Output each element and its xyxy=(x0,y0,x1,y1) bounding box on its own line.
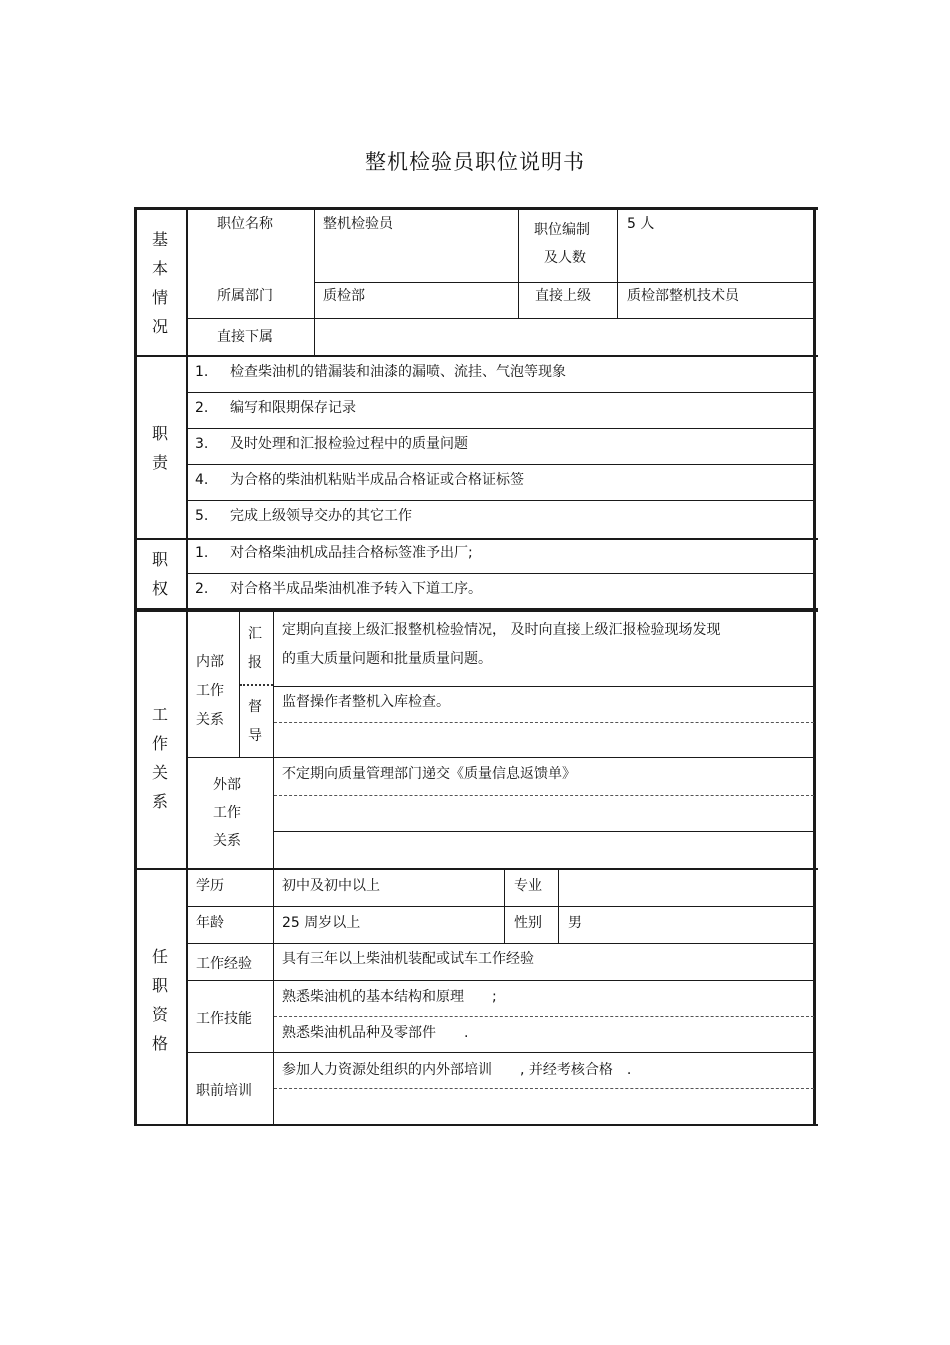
grid-dash xyxy=(274,722,814,723)
duty-item-num: 5. xyxy=(195,508,209,524)
page-title: 整机检验员职位说明书 xyxy=(365,150,585,174)
experience-value: 具有三年以上柴油机装配或试车工作经验 xyxy=(282,951,534,967)
external-relations-text: 不定期向质量管理部门递交《质量信息返馈单》 xyxy=(282,766,576,782)
position-name-label: 职位名称 xyxy=(217,216,273,232)
grid-line xyxy=(187,573,814,574)
section-separator xyxy=(134,538,818,540)
duty-item-num: 4. xyxy=(195,472,209,488)
external-relations-label: 外部 工作 关系 xyxy=(213,777,241,849)
section-separator xyxy=(134,868,818,870)
report-text-line1: 定期向直接上级汇报整机检验情况， 及时向直接上级汇报检验现场发现 xyxy=(282,622,721,638)
grid-line xyxy=(187,980,814,981)
section-label-qualifications: 任 职 资 格 xyxy=(151,947,168,1053)
training-label: 职前培训 xyxy=(196,1083,252,1099)
position-name-value: 整机检验员 xyxy=(323,216,393,232)
superior-value: 质检部整机技术员 xyxy=(627,288,739,304)
section-column-divider xyxy=(186,207,188,1126)
grid-line xyxy=(187,906,814,907)
grid-line xyxy=(187,392,814,393)
major-label: 专业 xyxy=(514,878,542,894)
age-label: 年龄 xyxy=(196,915,224,931)
grid-line xyxy=(187,1052,814,1053)
age-value: 25 周岁以上 xyxy=(282,915,361,931)
gender-value: 男 xyxy=(568,915,582,931)
grid-line xyxy=(617,210,618,319)
subordinate-label: 直接下属 xyxy=(217,329,273,345)
report-text-line2: 的重大质量问题和批量质量问题。 xyxy=(282,651,492,667)
section-label-basic: 基 本 情 况 xyxy=(151,230,168,336)
authority-item-text: 对合格柴油机成品挂合格标签准予出厂; xyxy=(230,545,473,561)
duty-item-text: 为合格的柴油机粘贴半成品合格证或合格证标签 xyxy=(230,472,524,488)
grid-line xyxy=(273,686,814,687)
skills-label: 工作技能 xyxy=(196,1011,252,1027)
section-label-relations: 工 作 关 系 xyxy=(151,705,168,811)
section-label-duties: 职 责 xyxy=(151,424,168,472)
grid-line xyxy=(504,870,505,944)
department-value: 质检部 xyxy=(323,288,365,304)
grid-dash xyxy=(274,1016,814,1017)
grid-dash xyxy=(240,684,273,686)
grid-line xyxy=(187,464,814,465)
report-label: 汇 报 xyxy=(248,626,262,671)
table-border-bottom xyxy=(134,1124,818,1126)
training-value: 参加人力资源处组织的内外部培训 , 并经考核合格 . xyxy=(282,1062,632,1078)
duty-item-num: 2. xyxy=(195,400,209,416)
section-label-authority: 职 权 xyxy=(151,550,168,598)
skills-line2: 熟悉柴油机品种及零部件 . xyxy=(282,1025,469,1041)
education-label: 学历 xyxy=(196,878,224,894)
duty-item-text: 编写和限期保存记录 xyxy=(230,400,356,416)
supervise-text: 监督操作者整机入库检查。 xyxy=(282,694,450,710)
grid-line xyxy=(187,500,814,501)
grid-line xyxy=(187,943,814,944)
superior-label: 直接上级 xyxy=(535,288,591,304)
authority-item-num: 1. xyxy=(195,545,209,561)
skills-line1: 熟悉柴油机的基本结构和原理 ; xyxy=(282,989,497,1005)
experience-label: 工作经验 xyxy=(196,956,252,972)
supervise-label: 督 导 xyxy=(248,699,262,744)
grid-line xyxy=(274,831,814,832)
authority-item-text: 对合格半成品柴油机准予转入下道工序。 xyxy=(230,581,482,597)
table-border-left xyxy=(134,207,137,1126)
grid-line xyxy=(187,318,814,319)
duty-item-num: 1. xyxy=(195,364,209,380)
grid-line xyxy=(518,210,519,319)
table-border-top xyxy=(134,207,818,210)
duty-item-num: 3. xyxy=(195,436,209,452)
education-value: 初中及初中以上 xyxy=(282,878,380,894)
grid-dash xyxy=(274,795,814,796)
section-separator xyxy=(134,608,818,612)
grid-dash xyxy=(274,1088,814,1089)
grid-line xyxy=(187,428,814,429)
headcount-value: 5 人 xyxy=(627,216,655,232)
headcount-label: 职位编制 及人数 xyxy=(534,222,590,266)
grid-line xyxy=(314,282,814,283)
duty-item-text: 完成上级领导交办的其它工作 xyxy=(230,508,412,524)
table-border-right xyxy=(813,207,816,1126)
internal-relations-label: 内部 工作 关系 xyxy=(196,654,224,728)
department-label: 所属部门 xyxy=(217,288,273,304)
duty-item-text: 检查柴油机的错漏装和油漆的漏喷、流挂、气泡等现象 xyxy=(230,364,566,380)
duty-item-text: 及时处理和汇报检验过程中的质量问题 xyxy=(230,436,468,452)
grid-line xyxy=(187,757,814,758)
grid-line xyxy=(558,870,559,944)
section-separator xyxy=(134,355,818,357)
authority-item-num: 2. xyxy=(195,581,209,597)
gender-label: 性别 xyxy=(514,915,542,931)
grid-line xyxy=(314,210,315,356)
